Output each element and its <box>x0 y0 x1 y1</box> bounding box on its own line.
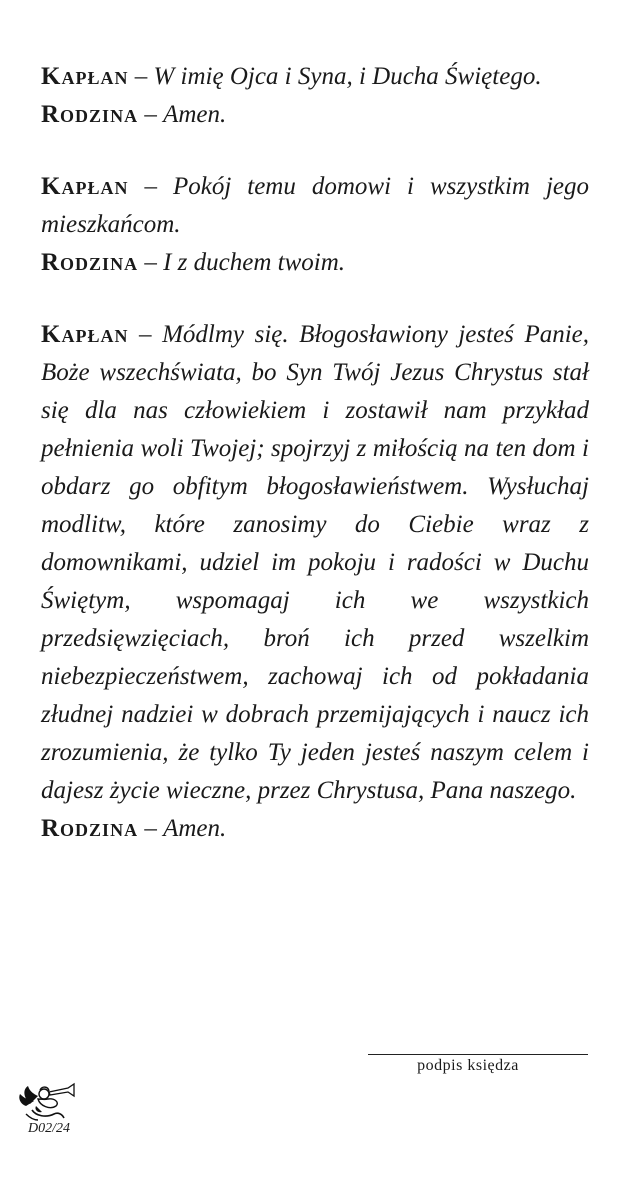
spoken-text: W imię Ojca i Syna, i Ducha Świętego. <box>153 63 542 90</box>
spoken-text: Módlmy się. Błogosławiony jesteś Panie, Boże wszechświata, bo Syn Twój Jezus Chrystus stał się dla nas człowiekiem i zostawił nam przykład pełnienia woli Twojej; spojrzyj z miłością na ten dom i obdarz go obfitym błogosławieństwem. Wysłuchaj modlitw, które zanosimy do Ciebie wraz z domownikami, udziel im pokoju i radości w Duchu Świętym, wspomagaj ich we wszystkich przedsięwzięciach, broń ich przed wszelkim niebezpieczeństwem, zachowaj ich od pokładania złudnej nadziei w dobrach przemijających i naucz ich zrozumienia, że tylko Ty jeden jesteś naszym celem i dajesz życie wieczne, przez Chrystusa, Pana naszego. <box>41 321 590 804</box>
signature-label: podpis księdza <box>417 1057 519 1074</box>
spoken-text: Pokój temu domowi i wszystkim jego mieszkańcom. <box>41 173 590 238</box>
document-code: D02/24 <box>28 1121 70 1136</box>
dialogue-line: Kapłan – Módlmy się. Błogosławiony jesteś Panie, Boże wszechświata, bo Syn Twój Jezus Chrystus stał się dla nas człowiekiem i zostawił nam przykład pełnienia woli Twojej; spojrzyj z miłością na ten dom i obdarz go obfitym błogosławieństwem. Wysłuchaj modlitw, które zanosimy do Ciebie wraz z domownikami, udziel im pokoju i radości w Duchu Świętym, wspomagaj ich we wszystkich przedsięwzięciach, broń ich przed wszelkim niebezpieczeństwem, zachowaj ich od pokładania złudnej nadziei w dobrach przemijających i naucz ich zrozumienia, że tylko Ty jeden jesteś naszym celem i dajesz życie wieczne, przez Chrystusa, Pana naszego. <box>41 321 590 804</box>
dialogue-line: Kapłan – Pokój temu domowi i wszystkim jego mieszkańcom. <box>41 173 590 238</box>
speaker-priest: Kapłan <box>41 63 129 90</box>
speaker-family: Rodzina <box>41 249 139 276</box>
stanza-2 <box>41 168 589 282</box>
dialogue-line: Kapłan – W imię Ojca i Syna, i Ducha Świętego. <box>41 63 542 90</box>
dialogue-line: Rodzina – I z duchem twoim. <box>41 249 345 276</box>
signature-line <box>368 1054 588 1055</box>
speaker-family: Rodzina <box>41 101 139 128</box>
spoken-text: Amen. <box>163 815 227 842</box>
cherub-emblem-icon <box>16 1080 82 1124</box>
spoken-text: I z duchem twoim. <box>163 249 345 276</box>
liturgy-text <box>41 58 589 882</box>
stanza-3 <box>41 316 589 848</box>
dialogue-line: Rodzina – Amen. <box>41 101 227 128</box>
speaker-priest: Kapłan <box>41 173 129 200</box>
speaker-priest: Kapłan <box>41 321 129 348</box>
dialogue-line: Rodzina – Amen. <box>41 815 227 842</box>
stanza-1 <box>41 58 589 134</box>
spoken-text: Amen. <box>163 101 227 128</box>
speaker-family: Rodzina <box>41 815 139 842</box>
